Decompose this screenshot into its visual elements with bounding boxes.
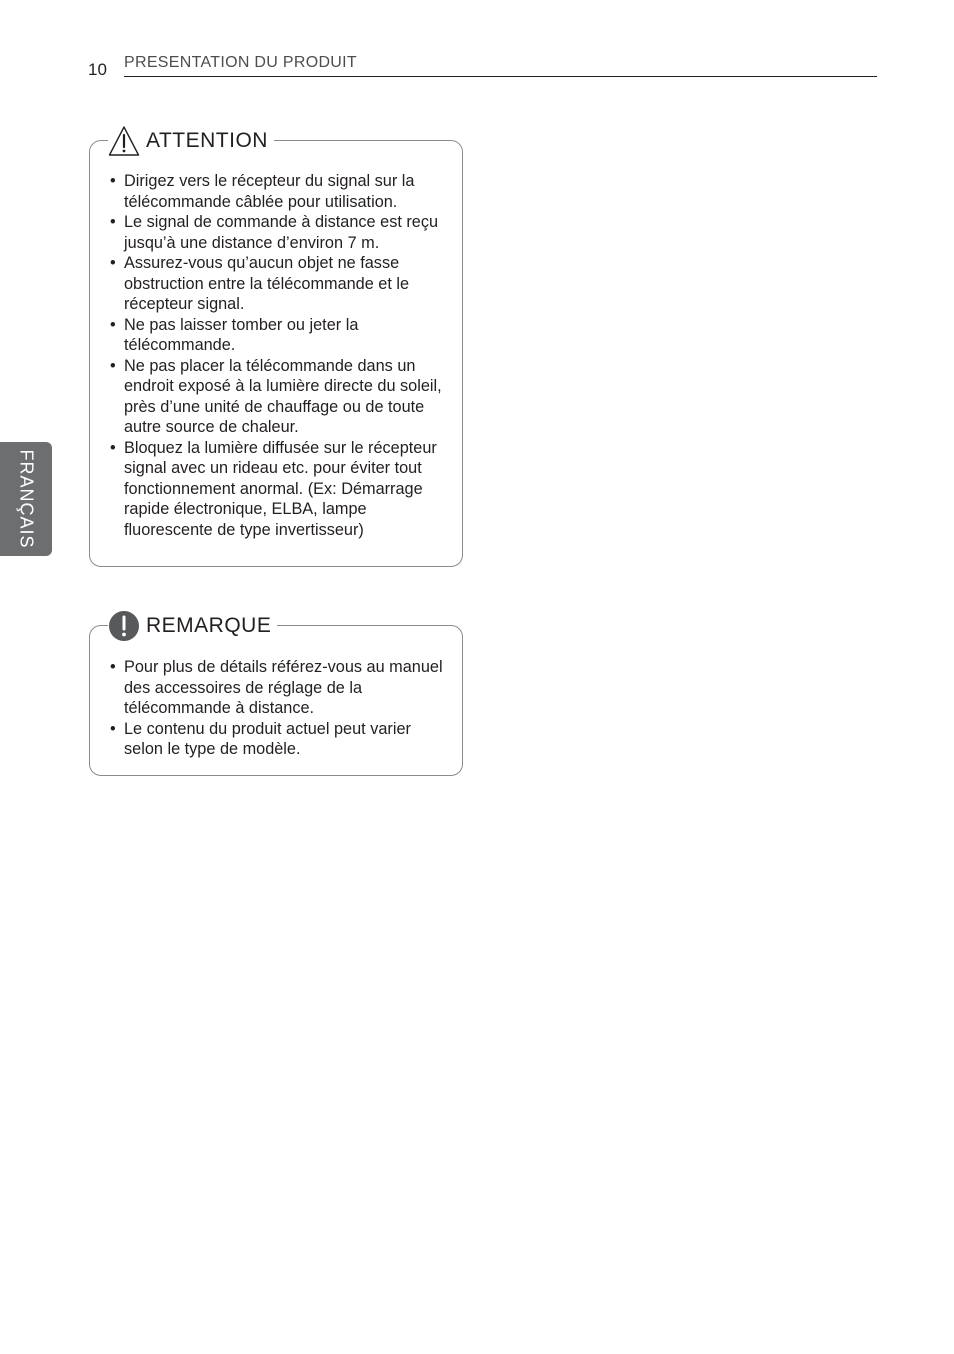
remarque-body: [110, 657, 448, 760]
attention-body: [110, 171, 448, 540]
attention-header: [108, 125, 274, 157]
list-item: • Pour plus de détails référez-vous au manuel des accessoires de réglage de la télécommande à distance.: [110, 657, 448, 719]
attention-box: [89, 129, 463, 567]
list-item: • Le signal de commande à distance est reçu jusqu’à une distance d’environ 7 m.: [110, 212, 448, 253]
list-item: • Le contenu du produit actuel peut varier selon le type de modèle.: [110, 719, 448, 760]
list-item: • Bloquez la lumière diffusée sur le récepteur signal avec un rideau etc. pour éviter tout fonctionnement anormal. (Ex: Démarrage rapide électronique, ELBA, lampe fluorescente de type invertisseur): [110, 438, 448, 541]
list-item: • Dirigez vers le récepteur du signal sur la télécommande câblée pour utilisation.: [110, 171, 448, 212]
list-item: • Ne pas laisser tomber ou jeter la télécommande.: [110, 315, 448, 356]
attention-title: ATTENTION: [146, 129, 268, 152]
header-rule: [124, 76, 877, 77]
remarque-title: REMARQUE: [146, 614, 272, 637]
language-tab: [0, 442, 52, 556]
warning-triangle-icon: [108, 125, 140, 157]
exclamation-circle-icon: [108, 610, 140, 642]
remarque-box: [89, 614, 463, 776]
section-title: PRESENTATION DU PRODUIT: [124, 54, 357, 71]
attention-list: [110, 171, 448, 540]
page-number: 10: [88, 60, 107, 79]
language-tab-label: FRANÇAIS: [16, 449, 37, 549]
list-item: • Assurez-vous qu’aucun objet ne fasse obstruction entre la télécommande et le récepteur signal.: [110, 253, 448, 315]
remarque-header: [108, 610, 277, 642]
remarque-list: [110, 657, 448, 760]
list-item: • Ne pas placer la télécommande dans un endroit exposé à la lumière directe du soleil, près d’une unité de chauffage ou de toute autre source de chaleur.: [110, 356, 448, 438]
